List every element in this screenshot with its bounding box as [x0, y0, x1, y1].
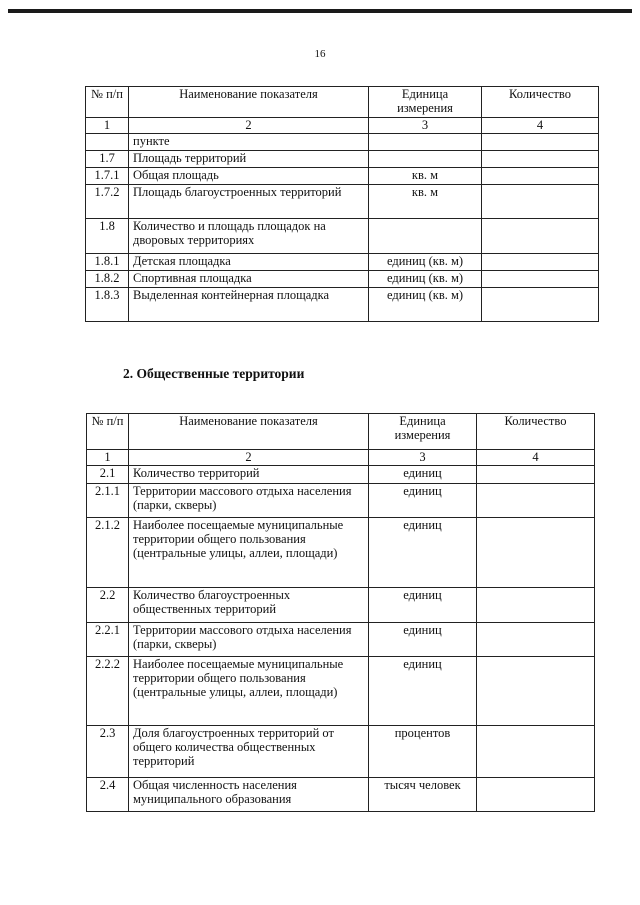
- col-number: 1: [86, 118, 129, 134]
- table-row: [86, 254, 599, 271]
- row-qty: [477, 657, 595, 726]
- row-name: Выделенная контейнерная площадка: [129, 288, 369, 322]
- row-qty: [477, 518, 595, 588]
- table-row: [87, 466, 595, 484]
- row-qty: [482, 168, 599, 185]
- row-qty: [482, 271, 599, 288]
- table-row: [86, 271, 599, 288]
- row-unit: процентов: [369, 726, 477, 778]
- row-qty: [482, 219, 599, 254]
- row-name: Количество и площадь площадок на дворовых территориях: [129, 219, 369, 254]
- row-num: 1.7.2: [86, 185, 129, 219]
- row-name: Наиболее посещаемые муниципальные территории общего пользования (центральные улицы, аллеи, площади): [129, 518, 369, 588]
- row-qty: [482, 254, 599, 271]
- row-num: 1.8.1: [86, 254, 129, 271]
- table-row: [87, 778, 595, 812]
- table-row: [87, 588, 595, 623]
- header-unit: Единица измерения: [369, 87, 482, 118]
- row-unit: единиц: [369, 518, 477, 588]
- header-qty: Количество: [482, 87, 599, 118]
- row-unit: единиц: [369, 623, 477, 657]
- row-qty: [477, 484, 595, 518]
- row-qty: [477, 623, 595, 657]
- col-number: 2: [129, 450, 369, 466]
- col-number: 3: [369, 118, 482, 134]
- row-unit: единиц: [369, 657, 477, 726]
- row-num: 1.8.3: [86, 288, 129, 322]
- row-name: Общая площадь: [129, 168, 369, 185]
- row-name: Площадь территорий: [129, 151, 369, 168]
- row-unit: единиц: [369, 466, 477, 484]
- table-row: [86, 288, 599, 322]
- table-row: [86, 168, 599, 185]
- header-num: № п/п: [87, 414, 129, 450]
- row-num: 1.7.1: [86, 168, 129, 185]
- indicators-table-1: [85, 86, 599, 322]
- row-name: пункте: [129, 134, 369, 151]
- table-row: [87, 657, 595, 726]
- row-num: 2.2.2: [87, 657, 129, 726]
- table-row: [87, 484, 595, 518]
- top-border-line: [8, 9, 632, 13]
- row-name: Территории массового отдыха населения (парки, скверы): [129, 623, 369, 657]
- header-name: Наименование показателя: [129, 87, 369, 118]
- row-num: 2.1.2: [87, 518, 129, 588]
- row-name: Доля благоустроенных территорий от общего количества общественных территорий: [129, 726, 369, 778]
- row-unit: кв. м: [369, 185, 482, 219]
- row-num: 1.7: [86, 151, 129, 168]
- row-unit: единиц (кв. м): [369, 254, 482, 271]
- header-unit: Единица измерения: [369, 414, 477, 450]
- row-unit: тысяч человек: [369, 778, 477, 812]
- row-name: Территории массового отдыха населения (парки, скверы): [129, 484, 369, 518]
- row-qty: [482, 288, 599, 322]
- row-qty: [482, 151, 599, 168]
- row-unit: кв. м: [369, 168, 482, 185]
- column-numbers-row: [86, 118, 599, 134]
- row-num: 2.4: [87, 778, 129, 812]
- row-name: Детская площадка: [129, 254, 369, 271]
- table-header-row: [87, 414, 595, 450]
- row-name: Спортивная площадка: [129, 271, 369, 288]
- col-number: 2: [129, 118, 369, 134]
- row-qty: [482, 185, 599, 219]
- page-number: 16: [314, 48, 326, 60]
- row-name: Количество благоустроенных общественных территорий: [129, 588, 369, 623]
- col-number: 3: [369, 450, 477, 466]
- table-row: [87, 623, 595, 657]
- row-qty: [477, 726, 595, 778]
- row-qty: [477, 778, 595, 812]
- row-qty: [477, 466, 595, 484]
- table-header-row: [86, 87, 599, 118]
- row-name: Площадь благоустроенных территорий: [129, 185, 369, 219]
- row-name: Общая численность населения муниципального образования: [129, 778, 369, 812]
- table-row: [87, 726, 595, 778]
- table-row: [86, 134, 599, 151]
- row-num: 2.3: [87, 726, 129, 778]
- row-unit: [369, 151, 482, 168]
- row-qty: [482, 134, 599, 151]
- indicators-table-2: [86, 413, 595, 812]
- row-unit: [369, 219, 482, 254]
- row-name: Количество территорий: [129, 466, 369, 484]
- row-num: 2.1.1: [87, 484, 129, 518]
- column-numbers-row: [87, 450, 595, 466]
- row-num: 2.1: [87, 466, 129, 484]
- header-name: Наименование показателя: [129, 414, 369, 450]
- row-name: Наиболее посещаемые муниципальные территории общего пользования (центральные улицы, аллеи, площади): [129, 657, 369, 726]
- row-unit: единиц: [369, 484, 477, 518]
- row-num: 2.2: [87, 588, 129, 623]
- col-number: 1: [87, 450, 129, 466]
- row-num: 1.8.2: [86, 271, 129, 288]
- table-row: [86, 185, 599, 219]
- row-unit: единиц (кв. м): [369, 271, 482, 288]
- row-unit: [369, 134, 482, 151]
- col-number: 4: [477, 450, 595, 466]
- row-unit: единиц: [369, 588, 477, 623]
- header-num: № п/п: [86, 87, 129, 118]
- table-row: [87, 518, 595, 588]
- section-title: 2. Общественные территории: [123, 366, 305, 381]
- row-num: 1.8: [86, 219, 129, 254]
- header-qty: Количество: [477, 414, 595, 450]
- row-qty: [477, 588, 595, 623]
- row-num: [86, 134, 129, 151]
- table-row: [86, 219, 599, 254]
- row-num: 2.2.1: [87, 623, 129, 657]
- table-row: [86, 151, 599, 168]
- col-number: 4: [482, 118, 599, 134]
- row-unit: единиц (кв. м): [369, 288, 482, 322]
